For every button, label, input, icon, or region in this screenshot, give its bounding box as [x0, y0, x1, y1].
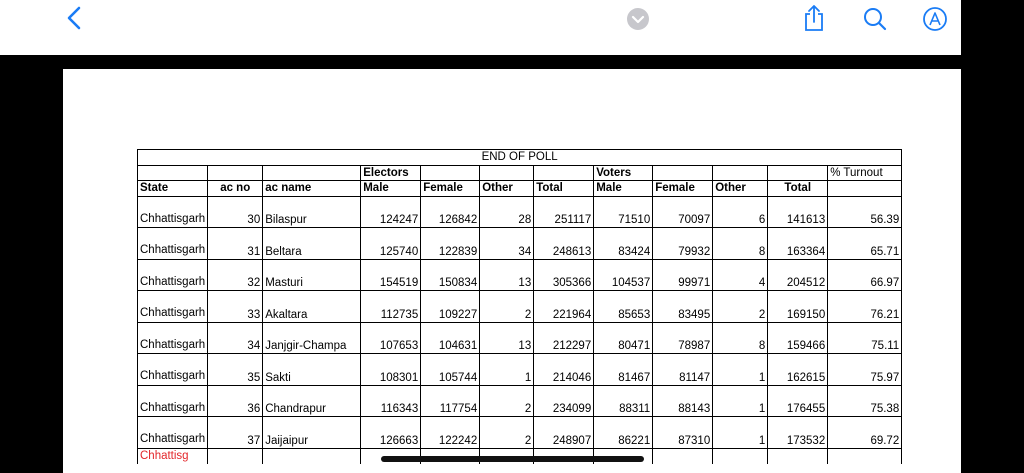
table-title: END OF POLL — [138, 150, 902, 166]
share-icon[interactable] — [800, 4, 828, 32]
table-body — [138, 196, 902, 448]
ac-no-cell: 30 — [208, 196, 263, 228]
state-cell: Chhattisgarh — [138, 259, 208, 291]
voters-total-cell: 141613 — [768, 196, 828, 228]
voters-total-cell: 159466 — [768, 322, 828, 354]
electors-group-header: Electors — [361, 165, 421, 181]
ac-name-cell: Akaltara — [263, 291, 361, 323]
state-cell: Chhattisgarh — [138, 322, 208, 354]
voters-female-cell: 99971 — [653, 259, 713, 291]
turnout-cell: 69.72 — [828, 417, 902, 449]
voters-total-cell: 169150 — [768, 291, 828, 323]
electors-male-cell: 124247 — [361, 196, 421, 228]
turnout-cell: 56.39 — [828, 196, 902, 228]
electors-total-cell: 248907 — [534, 417, 594, 449]
electors-male-cell: 125740 — [361, 228, 421, 260]
state-cell: Chhattisgarh — [138, 291, 208, 323]
col-header-voters-male: Male — [594, 181, 653, 197]
voters-female-cell: 70097 — [653, 196, 713, 228]
table-row — [138, 385, 902, 417]
electors-other-cell: 34 — [480, 228, 534, 260]
table-row — [138, 322, 902, 354]
group-header-row — [138, 165, 902, 181]
ac-name-cell: Jaijaipur — [263, 417, 361, 449]
electors-total-cell: 251117 — [534, 196, 594, 228]
electors-total-cell: 305366 — [534, 259, 594, 291]
voters-male-cell: 83424 — [594, 228, 653, 260]
voters-male-cell: 86221 — [594, 417, 653, 449]
voters-other-cell: 1 — [713, 385, 768, 417]
voters-female-cell: 81147 — [653, 354, 713, 386]
top-toolbar — [0, 0, 961, 55]
poll-table-wrapper — [137, 149, 902, 464]
voters-other-cell: 8 — [713, 228, 768, 260]
electors-other-cell: 1 — [480, 354, 534, 386]
back-chevron-icon[interactable] — [60, 4, 88, 32]
table-row — [138, 291, 902, 323]
col-header-ac-no: ac no — [208, 181, 263, 197]
search-icon[interactable] — [861, 5, 889, 33]
ac-no-cell: 36 — [208, 385, 263, 417]
electors-total-cell: 212297 — [534, 322, 594, 354]
electors-total-cell: 221964 — [534, 291, 594, 323]
electors-male-cell: 112735 — [361, 291, 421, 323]
state-cell: Chhattisgarh — [138, 228, 208, 260]
col-header-voters-other: Other — [713, 181, 768, 197]
ac-name-cell: Janjgir-Champa — [263, 322, 361, 354]
col-header-electors-total: Total — [534, 181, 594, 197]
state-cell: Chhattisgarh — [138, 196, 208, 228]
electors-other-cell: 2 — [480, 385, 534, 417]
electors-male-cell: 154519 — [361, 259, 421, 291]
voters-total-cell: 204512 — [768, 259, 828, 291]
markup-icon[interactable] — [921, 5, 949, 33]
ac-no-cell: 34 — [208, 322, 263, 354]
electors-female-cell: 105744 — [421, 354, 480, 386]
voters-male-cell: 85653 — [594, 291, 653, 323]
col-header-voters-total: Total — [768, 181, 828, 197]
electors-female-cell: 117754 — [421, 385, 480, 417]
turnout-cell: 75.38 — [828, 385, 902, 417]
partial-row-state: Chhattisg — [138, 448, 208, 464]
ac-name-cell: Chandrapur — [263, 385, 361, 417]
ac-no-cell: 35 — [208, 354, 263, 386]
ac-no-cell: 31 — [208, 228, 263, 260]
state-cell: Chhattisgarh — [138, 417, 208, 449]
turnout-header: % Turnout — [828, 165, 902, 181]
column-header-row — [138, 181, 902, 197]
turnout-cell: 65.71 — [828, 228, 902, 260]
ac-no-cell: 33 — [208, 291, 263, 323]
col-header-electors-male: Male — [361, 181, 421, 197]
voters-total-cell: 173532 — [768, 417, 828, 449]
voters-other-cell: 6 — [713, 196, 768, 228]
state-cell: Chhattisgarh — [138, 385, 208, 417]
voters-female-cell: 88143 — [653, 385, 713, 417]
voters-male-cell: 88311 — [594, 385, 653, 417]
voters-female-cell: 79932 — [653, 228, 713, 260]
voters-other-cell: 4 — [713, 259, 768, 291]
electors-female-cell: 126842 — [421, 196, 480, 228]
voters-female-cell: 78987 — [653, 322, 713, 354]
voters-female-cell: 87310 — [653, 417, 713, 449]
electors-female-cell: 109227 — [421, 291, 480, 323]
ac-name-cell: Bilaspur — [263, 196, 361, 228]
voters-male-cell: 71510 — [594, 196, 653, 228]
state-cell: Chhattisgarh — [138, 354, 208, 386]
col-header-voters-female: Female — [653, 181, 713, 197]
electors-total-cell: 214046 — [534, 354, 594, 386]
voters-other-cell: 1 — [713, 354, 768, 386]
ac-no-cell: 37 — [208, 417, 263, 449]
turnout-cell: 66.97 — [828, 259, 902, 291]
table-row — [138, 259, 902, 291]
turnout-cell: 75.97 — [828, 354, 902, 386]
table-row — [138, 354, 902, 386]
electors-female-cell: 104631 — [421, 322, 480, 354]
electors-other-cell: 28 — [480, 196, 534, 228]
electors-female-cell: 122242 — [421, 417, 480, 449]
electors-female-cell: 122839 — [421, 228, 480, 260]
poll-table — [137, 149, 902, 464]
col-header-state: State — [138, 181, 208, 197]
voters-group-header: Voters — [594, 165, 653, 181]
voters-other-cell: 2 — [713, 291, 768, 323]
electors-total-cell: 248613 — [534, 228, 594, 260]
voters-male-cell: 81467 — [594, 354, 653, 386]
table-row — [138, 228, 902, 260]
table-row — [138, 417, 902, 449]
voters-other-cell: 8 — [713, 322, 768, 354]
electors-female-cell: 150834 — [421, 259, 480, 291]
electors-total-cell: 234099 — [534, 385, 594, 417]
table-row — [138, 196, 902, 228]
voters-female-cell: 83495 — [653, 291, 713, 323]
voters-total-cell: 163364 — [768, 228, 828, 260]
electors-male-cell: 126663 — [361, 417, 421, 449]
electors-other-cell: 2 — [480, 291, 534, 323]
ac-no-cell: 32 — [208, 259, 263, 291]
electors-male-cell: 108301 — [361, 354, 421, 386]
col-header-electors-female: Female — [421, 181, 480, 197]
voters-total-cell: 162615 — [768, 354, 828, 386]
electors-male-cell: 116343 — [361, 385, 421, 417]
electors-male-cell: 107653 — [361, 322, 421, 354]
col-header-ac-name: ac name — [263, 181, 361, 197]
electors-other-cell: 13 — [480, 259, 534, 291]
voters-male-cell: 104537 — [594, 259, 653, 291]
home-indicator[interactable] — [381, 456, 644, 462]
ac-name-cell: Sakti — [263, 354, 361, 386]
document-page — [63, 69, 961, 473]
col-header-electors-other: Other — [480, 181, 534, 197]
turnout-cell: 76.21 — [828, 291, 902, 323]
electors-other-cell: 2 — [480, 417, 534, 449]
electors-other-cell: 13 — [480, 322, 534, 354]
turnout-cell: 75.11 — [828, 322, 902, 354]
title-row — [138, 150, 902, 166]
voters-male-cell: 80471 — [594, 322, 653, 354]
voters-other-cell: 1 — [713, 417, 768, 449]
ac-name-cell: Beltara — [263, 228, 361, 260]
collapse-icon[interactable] — [624, 5, 652, 33]
voters-total-cell: 176455 — [768, 385, 828, 417]
ac-name-cell: Masturi — [263, 259, 361, 291]
